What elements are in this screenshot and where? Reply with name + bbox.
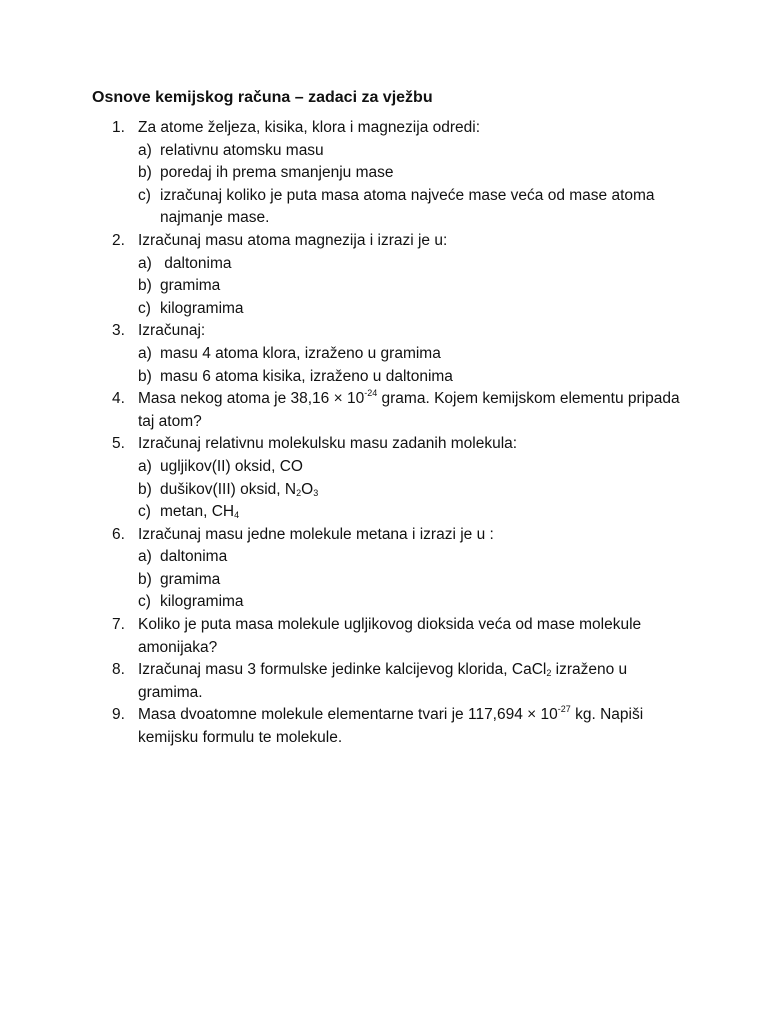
question-number: 7. bbox=[112, 616, 125, 634]
subscript: 3 bbox=[313, 487, 319, 498]
subscript: 2 bbox=[296, 487, 302, 498]
sub-text: gramima bbox=[160, 570, 221, 588]
question-text: Izračunaj masu atoma magnezija i izrazi je u: bbox=[138, 231, 448, 249]
sub-item-a bbox=[138, 546, 692, 569]
text-part: kg. Napiši kemijsku formulu te molekule. bbox=[138, 706, 644, 747]
sub-letter: a) bbox=[138, 344, 152, 362]
text-part: metan, CH bbox=[160, 503, 235, 521]
sub-letter: a) bbox=[138, 457, 152, 475]
sub-item-a bbox=[138, 456, 692, 479]
sub-item-b bbox=[138, 366, 692, 389]
question-number: 3. bbox=[112, 322, 125, 340]
exercise-list bbox=[92, 117, 692, 750]
text-part: dušikov(III) oksid, N bbox=[160, 480, 297, 498]
sub-item-a bbox=[138, 343, 692, 366]
question-number: 8. bbox=[112, 661, 125, 679]
sub-item-a bbox=[138, 140, 692, 163]
sub-text bbox=[160, 503, 239, 520]
question-number: 6. bbox=[112, 525, 125, 543]
question-number: 1. bbox=[112, 119, 125, 136]
sub-item-c bbox=[138, 501, 692, 524]
sub-letter: c) bbox=[138, 186, 151, 204]
text-part: Masa nekog atoma je 38,16 × 10 bbox=[138, 390, 365, 408]
sub-text: daltonima bbox=[160, 548, 228, 566]
question-2 bbox=[92, 230, 692, 320]
question-text bbox=[138, 704, 692, 749]
question-text: Izračunaj: bbox=[138, 322, 206, 340]
question-text: Izračunaj masu jedne molekule metana i izrazi je u : bbox=[138, 525, 494, 543]
question-number: 9. bbox=[112, 706, 125, 724]
sub-item-c bbox=[138, 591, 692, 614]
sub-letter: b) bbox=[138, 480, 152, 498]
question-text bbox=[138, 388, 692, 433]
sub-text: ugljikov(II) oksid, CO bbox=[160, 457, 303, 475]
sub-text: relativnu atomsku masu bbox=[160, 141, 324, 159]
question-1 bbox=[92, 117, 692, 230]
sub-letter: a) bbox=[138, 548, 152, 566]
sub-text: daltonima bbox=[160, 254, 232, 272]
sub-text: poredaj ih prema smanjenju mase bbox=[160, 164, 394, 182]
document-title: Osnove kemijskog računa – zadaci za vježbu bbox=[92, 89, 433, 106]
text-part: Masa dvoatomne molekule elementarne tvari je 117,694 × 10 bbox=[138, 706, 558, 724]
text-part: Izračunaj masu 3 formulske jedinke kalcijevog klorida, CaCl bbox=[138, 661, 547, 679]
question-6 bbox=[92, 524, 692, 614]
sub-item-b bbox=[138, 479, 692, 502]
sub-item-c bbox=[138, 298, 692, 321]
sub-item-a bbox=[138, 253, 692, 276]
sub-text: izračunaj koliko je puta masa atoma najveće mase veća od mase atoma najmanje mase. bbox=[160, 186, 655, 227]
sub-item-b bbox=[138, 569, 692, 592]
sub-text: gramima bbox=[160, 277, 221, 295]
text-part: izraženo u gramima. bbox=[138, 661, 628, 701]
sub-item-b bbox=[138, 275, 692, 298]
question-number: 2. bbox=[112, 231, 125, 249]
sub-text: kilogramima bbox=[160, 593, 244, 611]
sub-letter: c) bbox=[138, 503, 151, 521]
question-number: 4. bbox=[112, 390, 125, 408]
sub-text: masu 4 atoma klora, izraženo u gramima bbox=[160, 344, 441, 362]
exponent: -24 bbox=[364, 388, 378, 399]
question-3 bbox=[92, 320, 692, 388]
sub-text bbox=[160, 481, 318, 498]
sub-letter: b) bbox=[138, 570, 152, 588]
question-text: Izračunaj relativnu molekulsku masu zadanih molekula: bbox=[138, 435, 518, 453]
question-text: Za atome željeza, kisika, klora i magnezija odredi: bbox=[138, 119, 481, 136]
sub-letter: b) bbox=[138, 367, 152, 385]
question-number: 5. bbox=[112, 435, 125, 453]
question-5 bbox=[92, 433, 692, 523]
sub-text: kilogramima bbox=[160, 299, 244, 317]
question-8 bbox=[92, 659, 692, 704]
sub-letter: c) bbox=[138, 299, 151, 317]
text-part: O bbox=[301, 480, 314, 498]
sub-item-b bbox=[138, 162, 692, 185]
subscript: 2 bbox=[546, 668, 552, 679]
sub-letter: b) bbox=[138, 164, 152, 182]
question-text bbox=[138, 659, 692, 704]
question-7 bbox=[92, 614, 692, 659]
sub-letter: b) bbox=[138, 277, 152, 295]
sub-item-c bbox=[138, 185, 692, 230]
sub-text: masu 6 atoma kisika, izraženo u daltonima bbox=[160, 367, 453, 385]
question-text: Koliko je puta masa molekule ugljikovog dioksida veća od mase molekule amonijaka? bbox=[138, 616, 642, 656]
sub-letter: c) bbox=[138, 593, 151, 611]
exponent: -27 bbox=[557, 704, 571, 715]
text-part: grama. Kojem kemijskom elementu pripada taj atom? bbox=[138, 390, 680, 430]
sub-letter: a) bbox=[138, 254, 152, 272]
sub-letter: a) bbox=[138, 141, 152, 159]
question-9 bbox=[92, 704, 692, 749]
question-4 bbox=[92, 388, 692, 433]
subscript: 4 bbox=[234, 510, 240, 521]
